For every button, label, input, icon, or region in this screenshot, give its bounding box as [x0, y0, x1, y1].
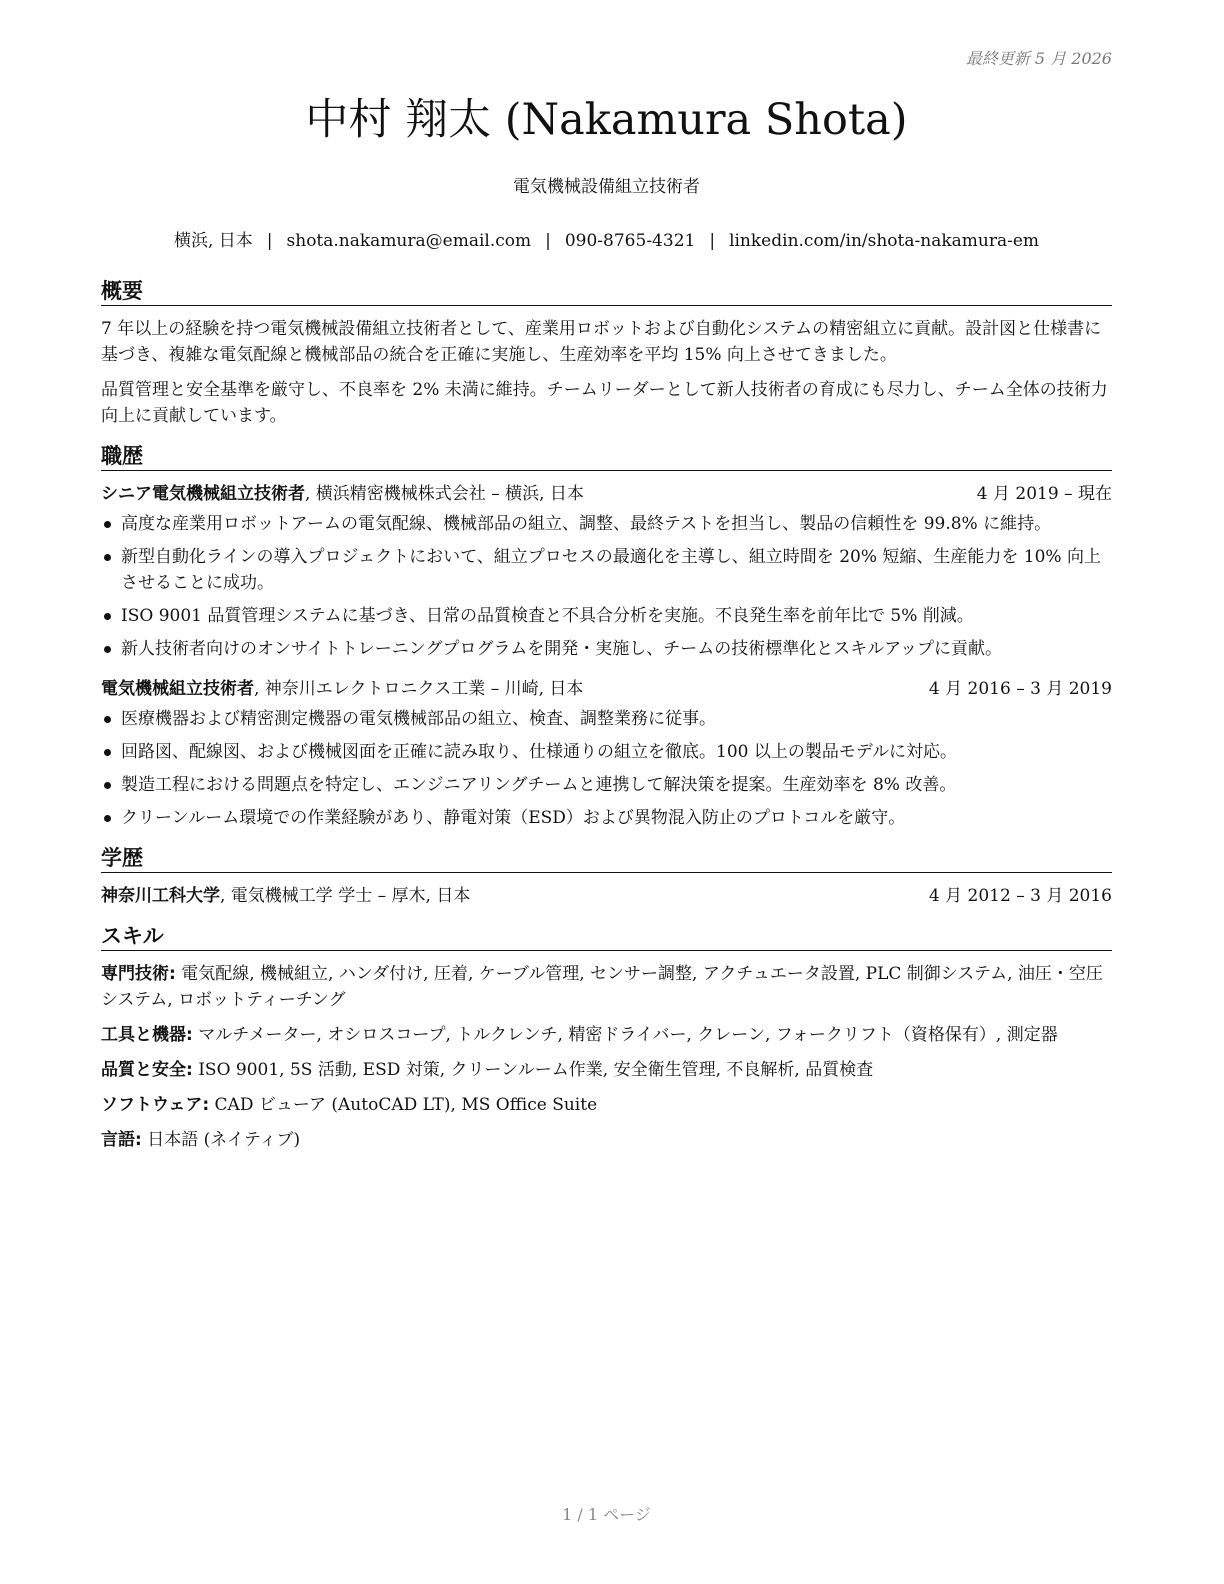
contact-email[interactable]: shota.nakamura@email.com: [286, 231, 532, 251]
last-updated: 最終更新 5 月 2026: [965, 49, 1112, 68]
skill-value: ISO 9001, 5S 活動, ESD 対策, クリーンルーム作業, 安全衛生管理, 不良解析, 品質検査: [192, 1060, 874, 1080]
page-indicator: 1 / 1 ページ: [562, 1505, 651, 1524]
job-dates: 4 月 2016 – 3 月 2019: [928, 679, 1112, 699]
contact-separator: |: [266, 231, 273, 251]
job-bullet: クリーンルーム環境での作業経験があり、静電対策（ESD）および異物混入防止のプロトコルを厳守。: [101, 805, 1112, 831]
contact-separator: |: [709, 231, 716, 251]
job-org: , 横浜精密機械株式会社 – 横浜, 日本: [305, 484, 584, 504]
skill-value: 日本語 (ネイティブ): [141, 1130, 301, 1150]
skill-row: [101, 1127, 1112, 1153]
summary-paragraph: 7 年以上の経験を持つ電気機械設備組立技術者として、産業用ロボットおよび自動化システムの精密組立に貢献。設計図と仕様書に基づき、複雑な電気配線と機械部品の統合を正確に実施し、生産効率を平均 15% 向上させてきました。: [101, 319, 1102, 365]
contact-separator: |: [545, 231, 551, 251]
experience-section: [101, 443, 1112, 831]
skill-row: [101, 961, 1112, 1013]
skills-section: [101, 923, 1112, 1153]
skill-label: ソフトウェア:: [101, 1095, 210, 1115]
education-dates: 4 月 2012 – 3 月 2016: [928, 886, 1112, 906]
job-dates: 4 月 2019 – 現在: [976, 484, 1112, 504]
contact-phone[interactable]: 090-8765-4321: [564, 231, 696, 251]
job-bullet: 製造工程における問題点を特定し、エンジニアリングチームと連携して解決策を提案。生産効率を 8% 改善。: [101, 772, 1112, 798]
job-entry: [101, 676, 1112, 831]
skill-value: 電気配線, 機械組立, ハンダ付け, 圧着, ケーブル管理, センサー調整, アクチュエータ設置, PLC 制御システム, 油圧・空圧システム, ロボットティーチング: [101, 964, 1103, 1010]
contact-linkedin[interactable]: linkedin.com/in/shota-nakamura-em: [729, 231, 1040, 251]
skill-value: マルチメーター, オシロスコープ, トルクレンチ, 精密ドライバー, クレーン, フォークリフト（資格保有）, 測定器: [192, 1025, 1058, 1045]
job-bullet: 回路図、配線図、および機械図面を正確に読み取り、仕様通りの組立を徹底。100 以上の製品モデルに対応。: [101, 739, 1112, 765]
skill-row: [101, 1092, 1112, 1118]
job-bullets: [101, 511, 1112, 662]
school-name: 神奈川工科大学: [101, 886, 220, 906]
summary-paragraph: 品質管理と安全基準を厳守し、不良率を 2% 未満に維持。チームリーダーとして新人技術者の育成にも尽力し、チーム全体の技術力向上に貢献しています。: [101, 380, 1108, 426]
job-bullet: 新人技術者向けのオンサイトトレーニングプログラムを開発・実施し、チームの技術標準化とスキルアップに貢献。: [101, 636, 1112, 662]
skill-row: [101, 1022, 1112, 1048]
skill-row: [101, 1057, 1112, 1083]
job-bullet: 医療機器および精密測定機器の電気機械部品の組立、検査、調整業務に従事。: [101, 706, 1112, 732]
degree-detail: , 電気機械工学 学士 – 厚木, 日本: [220, 886, 471, 906]
summary-section: [101, 278, 1112, 429]
education-heading: 学歴: [101, 845, 1112, 873]
candidate-name: 中村 翔太 (Nakamura Shota): [305, 95, 908, 145]
job-header: [101, 676, 1112, 702]
job-bullets: [101, 706, 1112, 831]
resume-body: [101, 278, 1112, 1167]
skill-label: 言語:: [101, 1130, 142, 1150]
skills-heading: スキル: [101, 923, 1112, 951]
skill-label: 工具と機器:: [101, 1025, 193, 1045]
education-entry: [101, 883, 1112, 909]
skill-label: 品質と安全:: [101, 1060, 193, 1080]
education-section: [101, 845, 1112, 909]
experience-heading: 職歴: [101, 443, 1112, 471]
skill-label: 専門技術:: [101, 964, 176, 984]
summary-heading: 概要: [101, 278, 1112, 306]
job-title: シニア電気機械組立技術者: [101, 484, 305, 504]
job-org: , 神奈川エレクトロニクス工業 – 川崎, 日本: [254, 679, 584, 699]
job-bullet: ISO 9001 品質管理システムに基づき、日常の品質検査と不具合分析を実施。不良発生率を前年比で 5% 削減。: [101, 603, 1112, 629]
resume-page: [101, 0, 1112, 1584]
job-title: 電気機械組立技術者: [101, 679, 254, 699]
job-header: [101, 481, 1112, 507]
job-bullet: 高度な産業用ロボットアームの電気配線、機械部品の組立、調整、最終テストを担当し、製品の信頼性を 99.8% に維持。: [101, 511, 1112, 537]
contact-location: 横浜, 日本: [173, 231, 253, 251]
job-entry: [101, 481, 1112, 662]
job-tagline: 電気機械設備組立技術者: [513, 177, 700, 197]
contact-line: [101, 226, 1112, 251]
job-bullet: 新型自動化ラインの導入プロジェクトにおいて、組立プロセスの最適化を主導し、組立時間を 20% 短縮、生産能力を 10% 向上させることに成功。: [101, 544, 1112, 596]
skill-value: CAD ビューア (AutoCAD LT), MS Office Suite: [209, 1095, 598, 1115]
